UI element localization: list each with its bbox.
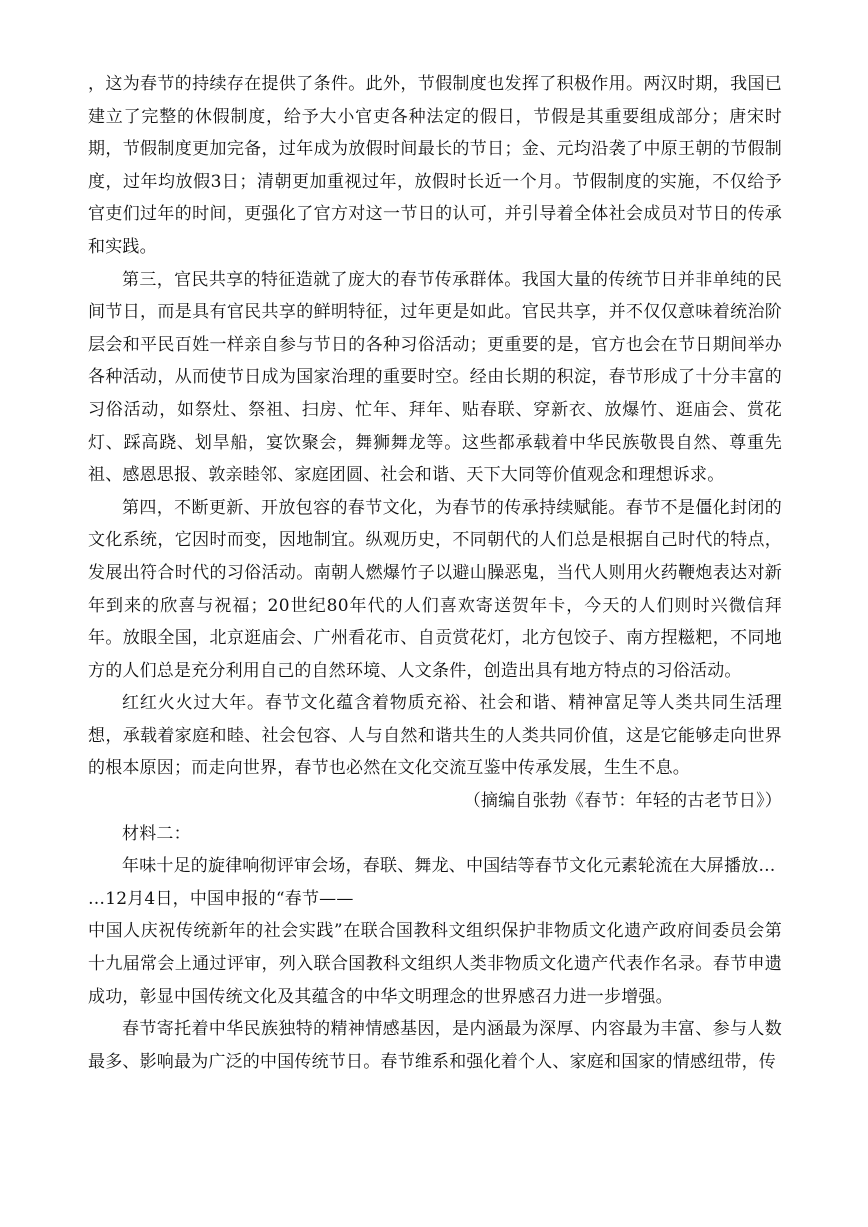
material-two-paragraph-1: 年味十足的旋律响彻评审会场，春联、舞龙、中国结等春节文化元素轮流在大屏播放… bbox=[122, 856, 776, 877]
material-two-paragraph-3: 中国人庆祝传统新年的社会实践”在联合国教科文组织保护非物质文化遗产政府间委员会第十九届常会上通过评审，列入联合国教科文组织人类非物质文化遗产代表作名录。春节申遗成功，彰显中国传统文化及其蕴含的中华文明理念的世界感召力进一步增强。 bbox=[88, 921, 782, 1007]
material-two-paragraph-2: …12月4日，中国申报的“春节—— bbox=[88, 888, 354, 909]
document-page bbox=[88, 68, 782, 1078]
material-two-paragraph-4: 春节寄托着中华民族独特的精神情感基因，是内涵最为深厚、内容最为丰富、参与人数最多、影响最为广泛的中国传统节日。春节维系和强化着个人、家庭和国家的情感纽带，传 bbox=[88, 1019, 782, 1072]
paragraph-conclusion: 红红火火过大年。春节文化蕴含着物质充裕、社会和谐、精神富足等人类共同生活理想，承载着家庭和睦、社会包容、人与自然和谐共生的人类共同价值，这是它能够走向世界的根本原因；而走向世界，春节也必然在文化交流互鉴中传承发展，生生不息。 bbox=[88, 693, 782, 779]
source-citation: （摘编自张勃《春节：年轻的古老节日》） bbox=[463, 791, 782, 812]
material-two-heading: 材料二： bbox=[122, 823, 191, 844]
paragraph-point-three: 第三，官民共享的特征造就了庞大的春节传承群体。我国大量的传统节日并非单纯的民间节日，而是具有官民共享的鲜明特征，过年更是如此。官民共享，并不仅仅意味着统治阶层会和平民百姓一样亲自参与节日的各种习俗活动；更重要的是，官方也会在节日期间举办各种活动，从而使节日成为国家治理的重要时空。经由长期的积淀，春节形成了十分丰富的习俗活动，如祭灶、祭祖、扫房、忙年、拜年、贴春联、穿新衣、放爆竹、逛庙会、赏花灯、踩高跷、划旱船，宴饮聚会，舞狮舞龙等。这些都承载着中华民族敬畏自然、尊重先祖、感恩思报、敦亲睦邻、家庭团圆、社会和谐、天下大同等价值观念和理想诉求。 bbox=[88, 269, 782, 486]
paragraph-continuation: ，这为春节的持续存在提供了条件。此外，节假制度也发挥了积极作用。两汉时期，我国已建立了完整的休假制度，给予大小官吏各种法定的假日，节假是其重要组成部分；唐宋时期，节假制度更加完备，过年成为放假时间最长的节日；金、元均沿袭了中原王朝的节假制度，过年均放假3日；清朝更加重视过年，放假时长近一个月。节假制度的实施，不仅给予官吏们过年的时间，更强化了官方对这一节日的认可，并引导着全体社会成员对节日的传承和实践。 bbox=[88, 74, 782, 257]
paragraph-point-four: 第四，不断更新、开放包容的春节文化，为春节的传承持续赋能。春节不是僵化封闭的文化系统，它因时而变，因地制宜。纵观历史，不同朝代的人们总是根据自己时代的特点，发展出符合时代的习俗活动。南朝人燃爆竹子以避山臊恶鬼，当代人则用火药鞭炮表达对新年到来的欣喜与祝福；20世纪80年代的人们喜欢寄送贺年卡，今天的人们则时兴微信拜年。放眼全国，北京逛庙会、广州看花市、自贡赏花灯，北方包饺子、南方捏糍粑，不同地方的人们总是充分利用自己的自然环境、人文条件，创造出具有地方特点的习俗活动。 bbox=[88, 497, 782, 681]
